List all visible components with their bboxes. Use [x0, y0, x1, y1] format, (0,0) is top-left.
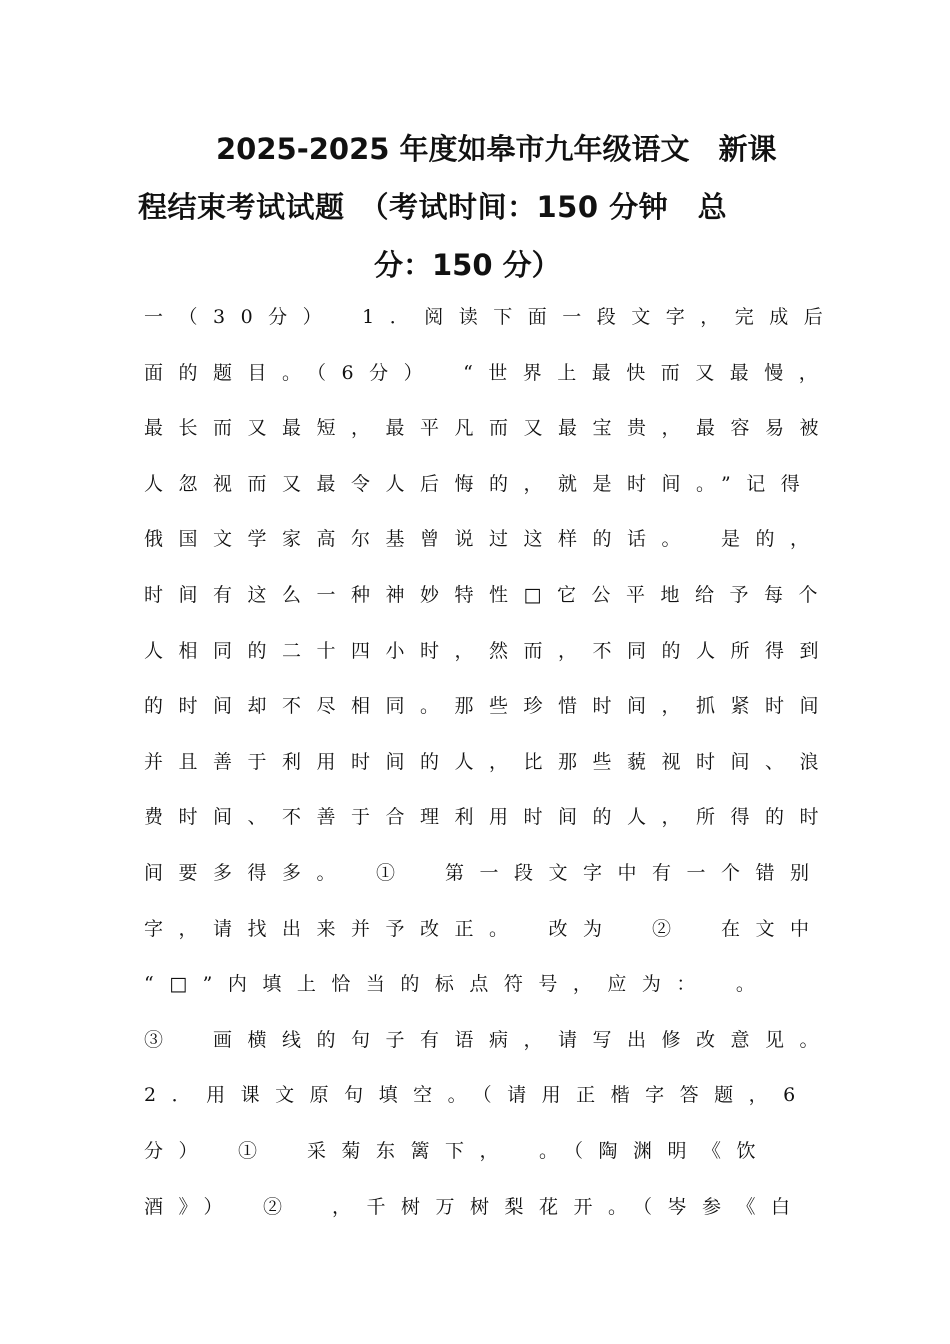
body-line: ③ 画横线的句子有语病，请写出修改意见。	[144, 1028, 835, 1051]
body-line: 人忽视而又最令人后悔的，就是时间。”记得	[144, 472, 816, 495]
body-line: 一（30分） 1．阅读下面一段文字，完成后	[144, 306, 839, 328]
title-line-3: 分：150 分）	[374, 248, 561, 282]
document-title	[138, 120, 814, 294]
title-line-1: 2025-2025 年度如皋市九年级语文 新课	[216, 132, 777, 166]
body-line: 面的题目。（6分） “世界上最快而又最慢，	[144, 361, 834, 384]
body-line: “□”内填上恰当的标点符号，应为： 。	[144, 973, 771, 996]
body-line: 间要多得多。 ① 第一段文字中有一个错别	[144, 861, 825, 884]
body-line: 费时间、不善于合理利用时间的人，所得的时	[144, 806, 835, 829]
body-line: 俄国文学家高尔基曾说过这样的话。 是的，	[144, 528, 825, 551]
document-body	[144, 290, 844, 1235]
body-line: 字，请找出来并予改正。 改为 ② 在文中	[144, 917, 825, 940]
body-line: 酒》） ② ，千树万树梨花开。（岑参《白	[144, 1195, 806, 1218]
body-line: 2．用课文原句填空。（请用正楷字答题，6	[144, 1084, 811, 1107]
body-line: 并且善于利用时间的人，比那些藐视时间、浪	[144, 750, 835, 773]
body-line: 时间有这么一种神妙特性□它公平地给予每个	[144, 583, 833, 606]
title-line-2: 程结束考试试题 （考试时间：150 分钟 总	[138, 190, 728, 224]
body-line: 最长而又最短，最平凡而又最宝贵，最容易被	[144, 417, 835, 440]
body-line: 的时间却不尽相同。那些珍惜时间，抓紧时间	[144, 695, 835, 718]
body-line: 人相同的二十四小时，然而，不同的人所得到	[144, 639, 835, 662]
body-line: 分） ① 采菊东篱下， 。（陶渊明《饮	[144, 1139, 772, 1162]
